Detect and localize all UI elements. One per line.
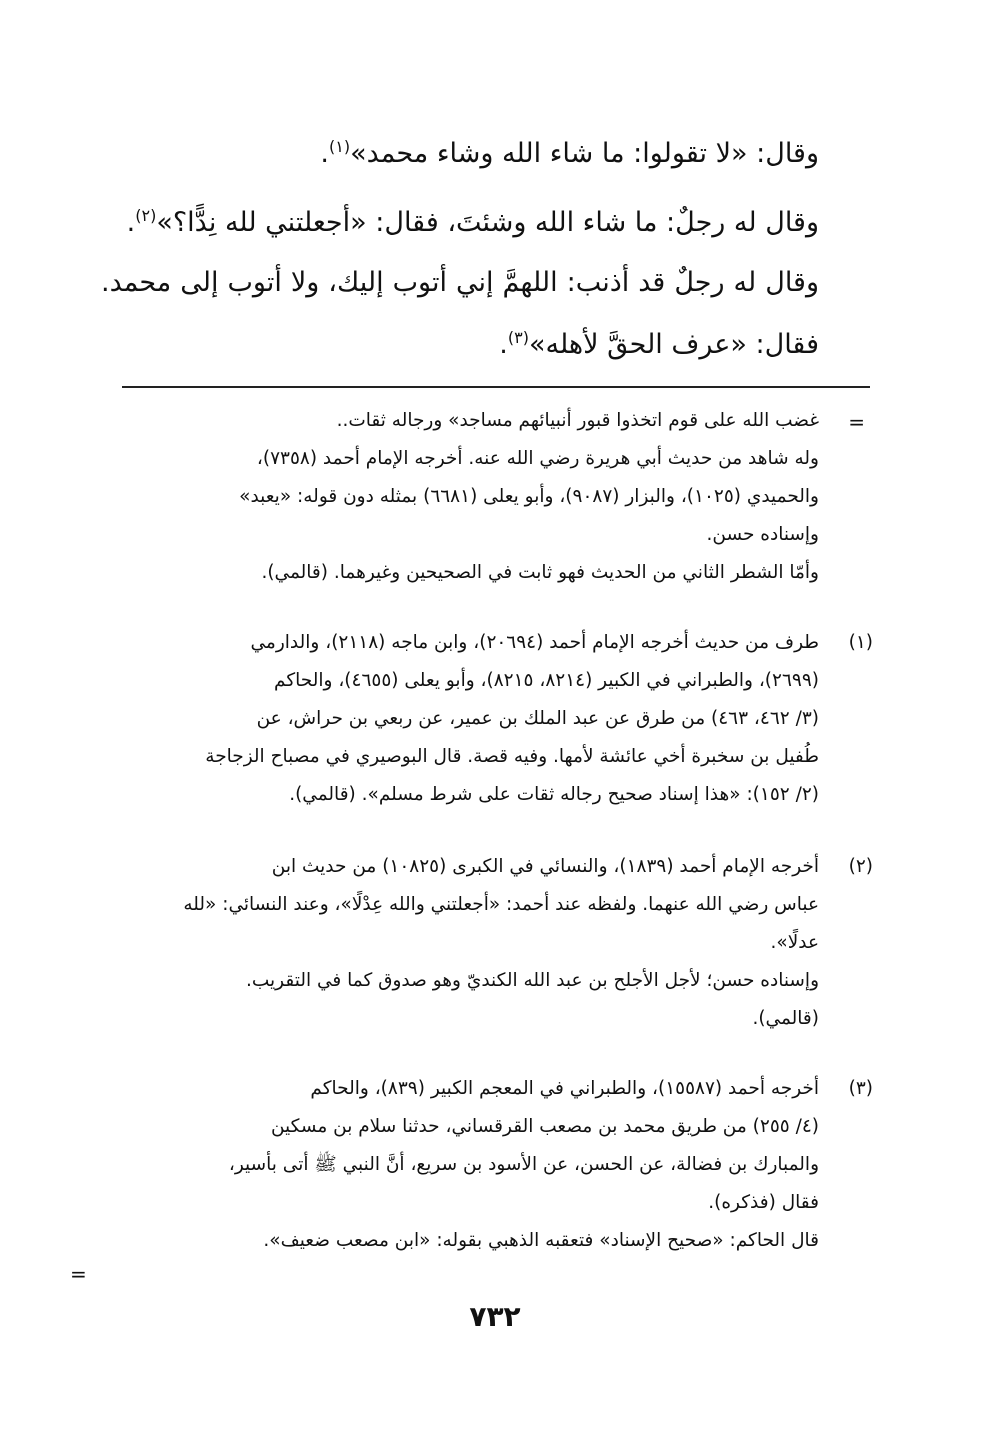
fn-cont-line: وإسناده حسن. [706, 524, 819, 545]
main-line-2: وقال له رجلٌ: ما شاء الله وشئتَ، فقال: «أجعلتني لله نِدًّا؟»$^{(٢)}$. [126, 206, 819, 238]
fn3-line: فقال (فذكره). [708, 1192, 819, 1213]
fn-cont-line: والحميدي (١٠٢٥)، والبزار (٩٠٨٧)، وأبو يعلى (٦٦٨١) بمثله دون قوله: «يعبد» [239, 486, 819, 507]
fn2-line: وإسناده حسن؛ لأجل الأجلح بن عبد الله الكنديّ وهو صدوق كما في التقريب. [245, 970, 819, 991]
footnote-2 [99, 852, 819, 1029]
footnote-number-3: (٣) [848, 1078, 873, 1099]
footnote-ref-1[interactable]: (١) [328, 137, 351, 156]
fn1-line: (٢/ ١٥٢): «هذا إسناد صحيح رجاله ثقات على شرط مسلم». (قالمي). [289, 784, 819, 805]
fn2-line: أخرجه الإمام أحمد (١٨٣٩)، والنسائي في الكبرى (١٠٨٢٥) من حديث ابن [271, 856, 819, 877]
fn1-line: طرف من حديث أخرجه الإمام أحمد (٢٠٦٩٤)، وابن ماجه (٢١١٨)، والدارمي [250, 632, 819, 653]
fn-cont-line: وله شاهد من حديث أبي هريرة رضي الله عنه. أخرجه الإمام أحمد (٧٣٥٨)، [256, 448, 819, 469]
footnote-ref-3[interactable]: (٣) [507, 328, 529, 347]
fn2-line: عباس رضي الله عنهما. ولفظه عند أحمد: «أجعلتني والله عِدْلًا»، وعند النسائي: «لله [183, 894, 819, 915]
continuation-marker-bottom: = [70, 1262, 87, 1286]
main-line-4-text: فقال: «عرف الحقَّ لأهله» [528, 329, 819, 360]
fn1-line: (٣/ ٤٦٢، ٤٦٣) من طرق عن عبد الملك بن عمير، عن ربعي بن حراش، عن [256, 708, 819, 729]
fn-cont-line: وأمّا الشطر الثاني من الحديث فهو ثابت في الصحيحين وغيرهما. (قالمي). [261, 562, 819, 583]
main-line-4: فقال: «عرف الحقَّ لأهله»$^{(٣)}$. [499, 328, 819, 360]
fn2-line: عدلًا». [770, 932, 819, 953]
footnote-3 [99, 1074, 819, 1251]
fn2-line: (قالمي). [752, 1008, 819, 1029]
continuation-marker-top: = [848, 410, 865, 434]
page-number: ٧٣٢ [469, 1300, 521, 1333]
fn3-line: والمبارك بن فضالة، عن الحسن، عن الأسود بن سريع، أنَّ النبي ﷺ أتى بأسير، [228, 1154, 819, 1175]
fn1-line: طُفيل بن سخبرة أخي عائشة لأمها. وفيه قصة. قال البوصيري في مصباح الزجاجة [205, 746, 819, 767]
footnote-ref-2[interactable]: (٢) [135, 206, 157, 225]
fn3-line: أخرجه أحمد (١٥٥٨٧)، والطبراني في المعجم الكبير (٨٣٩)، والحاكم [310, 1078, 819, 1099]
main-line-1: وقال: «لا تقولوا: ما شاء الله وشاء محمد»$^{(١)}$. [320, 137, 819, 169]
fn-cont-line: غضب الله على قوم اتخذوا قبور أنبيائهم مساجد» ورجاله ثقات.. [336, 410, 819, 431]
footnote-number-1: (١) [848, 632, 873, 653]
main-line-2-text: وقال له رجلٌ: ما شاء الله وشئتَ، فقال: «أجعلتني لله نِدًّا؟» [156, 207, 819, 238]
main-line-3: وقال له رجلٌ قد أذنب: اللهمَّ إني أتوب إليك، ولا أتوب إلى محمد. [101, 267, 819, 298]
fn1-line: (٢٦٩٩)، والطبراني في الكبير (٨٢١٤، ٨٢١٥)، وأبو يعلى (٤٦٥٥)، والحاكم [274, 670, 819, 691]
main-line-1-text: وقال: «لا تقولوا: ما شاء الله وشاء محمد» [350, 138, 819, 169]
footnote-continuation [99, 406, 819, 583]
fn3-line: (٤/ ٢٥٥) من طريق محمد بن مصعب القرقساني، حدثنا سلام بن مسكين [270, 1116, 819, 1137]
fn3-line: قال الحاكم: «صحيح الإسناد» فتعقبه الذهبي بقوله: «ابن مصعب ضعيف». [263, 1230, 819, 1251]
footnote-1 [99, 628, 819, 805]
footnote-separator [122, 386, 870, 388]
footnote-number-2: (٢) [848, 856, 873, 877]
